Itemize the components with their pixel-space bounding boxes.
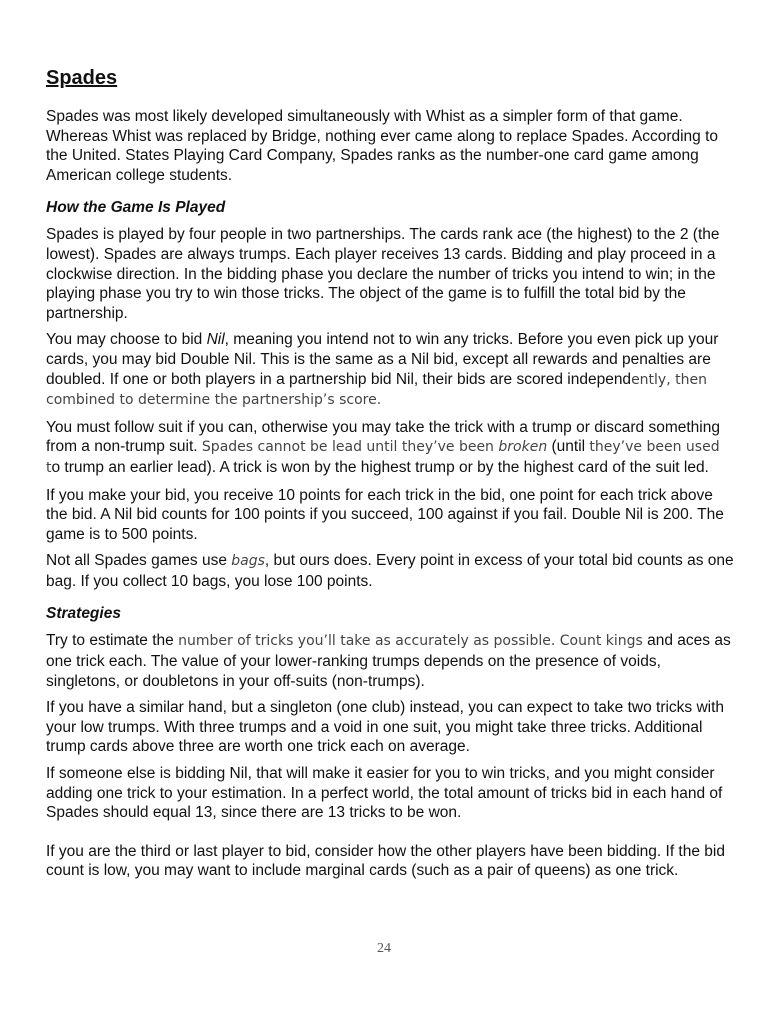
- section-heading-strategies: Strategies: [46, 605, 121, 623]
- text-run: and aces as one trick each. The value of your lower-ranking trumps depends on the presence of voids, singletons, or doubletons in your off-suits (non-trumps).: [46, 632, 731, 690]
- page-number: 24: [377, 941, 391, 956]
- text-run: number of tricks you’ll take as accurately as possible. Count kings: [178, 633, 643, 650]
- strategy-paragraph-last-bidder: If you are the third or last player to bid, consider how the other players have been bidding. If the bid count is low, you may want to include marginal cards (such as a pair of queens) as one trick.: [46, 842, 725, 880]
- text-run: Not all Spades games use: [46, 552, 232, 570]
- text-run: ently, then combined to determine the partnership’s score.: [46, 371, 707, 409]
- rules-paragraph-scoring: If you make your bid, you receive 10 points for each trick in the bid, one point for each trick above the bid. A Nil bid counts for 100 points if you succeed, 100 against if you fail. Double Nil is 200. The game is to 500 points.: [46, 486, 724, 543]
- rules-paragraph-bags: [46, 551, 736, 591]
- text-run: Try to estimate the: [46, 632, 179, 650]
- text-run: (until: [547, 438, 590, 456]
- strategy-paragraph-singleton: If you have a similar hand, but a singleton (one club) instead, you can expect to take two tricks with your low trumps. With three trumps and a void in one suit, you might take three tricks. Additional trump cards above three are worth one trick each on average.: [46, 699, 725, 756]
- text-run: , but ours does. Every point in excess of your total bid counts as one bag. If you collect 10 bags, you lose 100 points.: [46, 552, 734, 590]
- strategy-paragraph-estimate: [46, 631, 736, 691]
- intro-paragraph: Spades was most likely developed simultaneously with Whist as a simpler form of that game. Whereas Whist was replaced by Bridge, nothing ever came along to replace Spades. According to the United. States Playing Card Company, Spades ranks as the number-one card game among American college students.: [46, 108, 719, 184]
- page-title: Spades: [46, 67, 118, 89]
- text-run: , meaning you intend not to win any tricks. Before you even pick up your cards, you may bid Double Nil. This is the same as a Nil bid, except all rewards and penalties are doubled. If one or both players in a partnership bid Nil, their bids are scored independ: [46, 331, 719, 388]
- section-heading-how-to-play: How the Game Is Played: [46, 199, 226, 217]
- text-run: o trump an earlier lead). A trick is won by the highest trump or by the highest card of the suit led.: [51, 458, 709, 476]
- text-run: Spades cannot be lead until they’ve been: [201, 439, 499, 456]
- paragraph-spacer: [46, 830, 736, 842]
- text-run: they’ve been used t: [46, 439, 720, 476]
- strategy-paragraph-nil-opponent: If someone else is bidding Nil, that will make it easier for you to win tricks, and you might consider adding one trick to your estimation. In a perfect world, the total amount of tricks bid in each hand of Spades should equal 13, since there are 13 tricks to be won.: [46, 765, 723, 822]
- rules-paragraph-follow-suit: [46, 418, 736, 479]
- rules-paragraph-nil: [46, 330, 736, 410]
- term-broken: broken: [498, 439, 548, 456]
- document-page: [46, 66, 736, 888]
- rules-paragraph-overview: Spades is played by four people in two partnerships. The cards rank ace (the highest) to the 2 (the lowest). Spades are always trumps. Each player receives 13 cards. Bidding and play proceed in a clockwise direction. In the bidding phase you declare the number of tricks you intend to win; in the playing phase you try to win those tricks. The object of the game is to fulfill the total bid by the partnership.: [46, 226, 720, 322]
- text-run: You may choose to bid: [46, 331, 207, 349]
- term-nil: Nil: [206, 331, 225, 349]
- text-run: You must follow suit if you can, otherwise you may take the trick with a trump or discard something from a non-trump suit.: [46, 418, 720, 456]
- term-bags: bags: [231, 553, 265, 570]
